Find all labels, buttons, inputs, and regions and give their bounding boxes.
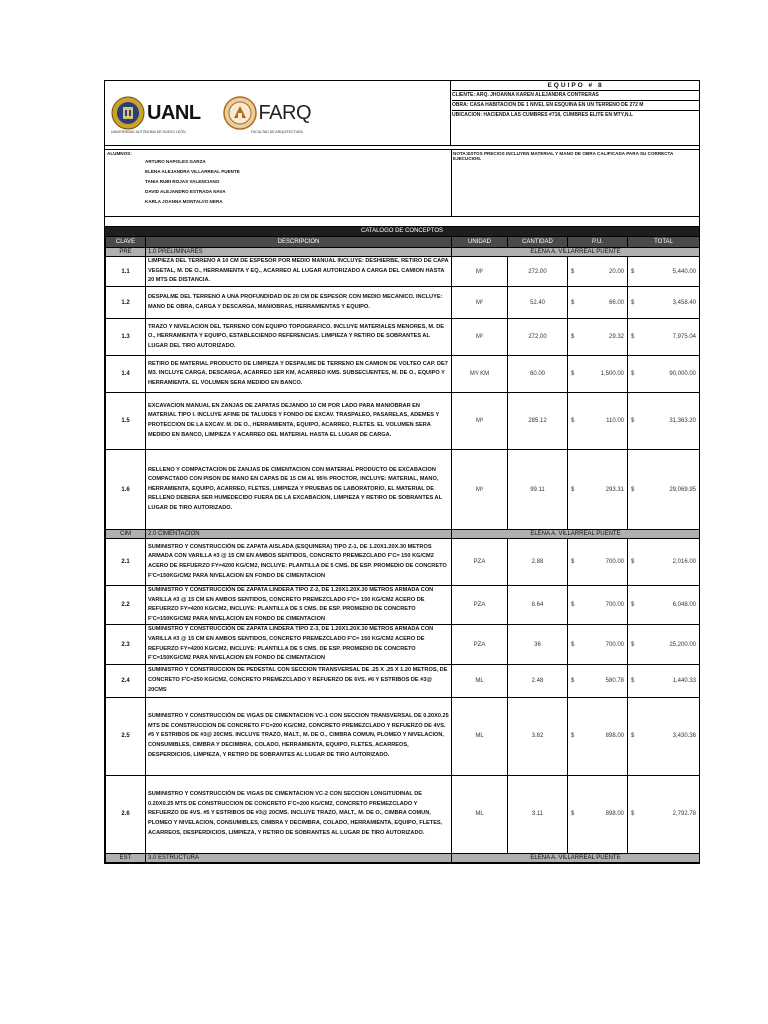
members-block: [105, 150, 699, 217]
row-total: 5,440.00: [640, 257, 700, 287]
row-quantity: 99.11: [508, 450, 568, 530]
row-description: RETIRO DE MATERIAL PRODUCTO DE LIMPIEZA Y DESPALME DE TERRENO EN CAMION DE VOLTEO CAP. DE7 M3. INCLUYE CARGA, DESCARGA, ACARREO 1ER KM, ACARREO KMS. SUBSECUENTES, M. DE O., EQUIPO Y HERRAMIENTA. EL VOLUMEN SERA MEDIDO EN BANCO.: [146, 356, 452, 393]
row-clave: 2.5: [106, 697, 146, 775]
row-description: SUMINISTRO Y CONSTRUCCIÓN DE ZAPATA LINDERA TIPO Z-2, DE 1.20X1.20X.30 METROS ARMADA CON VARILLA #3 @ 15 CM EN AMBOS SENTIDOS, CONCRETO PREMEZCLADO F'C= 150 KG/CM2 ACERO DE REFUERZO FY=4200 KG/CM2, INCLUYE: PLANTILLA DE 5 CMS. DE ESP. PROMEDIO DE CONCRETO F'C=150KG/CM2 PARA NIVELACION EN FONDO DE CIMENTACION: [146, 586, 452, 625]
row-quantity: 3.11: [508, 775, 568, 853]
project-info: [451, 81, 699, 145]
uanl-logo-subtitle: UNIVERSIDAD AUTÓNOMA DE NUEVO LEÓN: [111, 130, 186, 134]
table-row: [106, 450, 700, 530]
row-unit-price: 293.31: [580, 450, 628, 530]
logos-area: [105, 81, 451, 145]
row-unit-price: 700.00: [580, 539, 628, 586]
row-total: 1,440.33: [640, 664, 700, 697]
row-clave: 2.3: [106, 625, 146, 664]
work-line: OBRA: CASA HABITACION DE 1 NIVEL EN ESQUINA EN UN TERRENO DE 272 M: [452, 101, 699, 111]
uanl-seal-icon: [111, 96, 145, 130]
client-line: CLIENTE: ARQ. JHOANNA KAREN ALEJANDRA CONTRERAS: [452, 91, 699, 101]
row-total-currency: $: [628, 625, 640, 664]
row-total: 6,048.00: [640, 586, 700, 625]
table-row: [106, 625, 700, 664]
budget-sheet: [104, 80, 700, 864]
uanl-logo-text: UANL: [147, 101, 201, 124]
row-unit-price: 898.00: [580, 697, 628, 775]
row-unit-price: 700.00: [580, 625, 628, 664]
row-total: 3,458.40: [640, 287, 700, 319]
row-description: SUMINISTRO Y CONSTRUCCIÓN DE VIGAS DE CIMENTACION VC-1 CON SECCION TRANSVERSAL DE 0.20X0.25 MTS DE CONSTRUCCION DE CONCRETO F'C=200 KG/CM2, CONCRETO PREMEZCLADO Y REFUERZO DE 4VS. #5 Y ESTRIBOS DE #3@ 20CMS. INCLUYE TRAZO, MALT., M. DE O., CIMBRA COMUN, PLOMEO Y NIVELACION, CONSUMIBLES, CIMBRA Y DECIMBRA, COLADO, HERRAMIENTA, EQUIPO, FLETES, ACARREOS, DESPERDICIOS, LIMPIEZA, Y RETIRO DE SOBRANTES AL LUGAR DE TIRO AUTORIZADO.: [146, 697, 452, 775]
row-total: 7,975.04: [640, 319, 700, 356]
row-pu-currency: $: [568, 586, 580, 625]
row-description: RELLENO Y COMPACTACION DE ZANJAS DE CIMENTACION CON MATERIAL PRODUCTO DE EXCABACION COMPACTADO CON PISON DE MANO EN CAPAS DE 15 CM AL 95% PROCTOR, INCLUYE: MATERIAL, MANO, HERRAMIENTA, EQUIPO, ACARREO, FLETES, LIMPIEZA Y PRUEBAS DE LABORATORIO, EL MATERIAL DE RELLENO DEBERA SER HUMEDECIDO FUERA DE LA EXCABACION, LIMPIEZA Y RETIRO DE SOBRANTES AL LUGAR DE TIRO AUTORIZADO.: [146, 450, 452, 530]
farq-seal-icon: [223, 96, 257, 130]
table-body: [106, 248, 700, 863]
member-name: ARTURO NAPOLES GARZA: [145, 159, 206, 164]
row-unit-price: 1,500.00: [580, 356, 628, 393]
section-name: 1.0 PRELIMINARES: [146, 248, 452, 257]
table-row: [106, 586, 700, 625]
farq-logo-subtitle: FACULTAD DE ARQUITECTURA: [251, 130, 303, 134]
row-quantity: 272.00: [508, 257, 568, 287]
row-description: SUMINISTRO Y CONSTRUCCION DE PEDESTAL CON SECCION TRANSVERSAL DE .25 X .25 X 1.20 METROS, DE CONCRETO F'C=250 KG/CM2, CONCRETO PREMEZCLADO Y REFUERZO DE 6VS. #6 Y ESTRIBOS DE #3@ 20CMS: [146, 664, 452, 697]
row-total: 2,016.00: [640, 539, 700, 586]
section-name: 3.0 ESTRUCTURA: [146, 853, 452, 862]
member-name: TANIA RUBI ROJAS VALENCIANO: [145, 179, 220, 184]
row-total-currency: $: [628, 287, 640, 319]
header-cantidad: CANTIDAD: [508, 237, 568, 248]
row-quantity: 272.00: [508, 319, 568, 356]
sheet-header: [105, 81, 699, 146]
row-unit-price: 700.00: [580, 586, 628, 625]
row-pu-currency: $: [568, 664, 580, 697]
row-unit: M²: [452, 287, 508, 319]
row-unit: M³/ KM: [452, 356, 508, 393]
team-title: EQUIPO # 8: [452, 81, 699, 91]
row-total-currency: $: [628, 697, 640, 775]
members-label: ALUMNOS:: [107, 151, 132, 156]
row-quantity: 285.12: [508, 393, 568, 450]
members-list: [145, 157, 240, 207]
table-row: [106, 539, 700, 586]
member-name: DAVID ALEJANDRO ESTRADA NAVA: [145, 189, 226, 194]
row-pu-currency: $: [568, 539, 580, 586]
header-total: TOTAL: [628, 237, 700, 248]
row-total: 3,430.36: [640, 697, 700, 775]
row-clave: 2.6: [106, 775, 146, 853]
uanl-logo: [111, 96, 201, 130]
row-unit-price: 20.00: [580, 257, 628, 287]
row-quantity: 52.40: [508, 287, 568, 319]
table-row: [106, 257, 700, 287]
row-unit-price: 580.78: [580, 664, 628, 697]
row-total: 31,363.20: [640, 393, 700, 450]
prices-note: NOTA:ESTOS PRECIOS INCLUYEN MATERIAL Y MANO DE OBRA CALIFICADA PARA SU CORRECTA EJECUCION.: [453, 151, 674, 161]
location-line: UBICACION: HACIENDA LAS CUMBRES #718, CUMBRES ELITE EN MTY,N.L: [452, 111, 633, 118]
section-name: 2.0 CIMENTACION: [146, 530, 452, 539]
row-unit: ML: [452, 664, 508, 697]
row-total-currency: $: [628, 664, 640, 697]
row-total-currency: $: [628, 539, 640, 586]
row-total-currency: $: [628, 775, 640, 853]
row-clave: 1.6: [106, 450, 146, 530]
row-pu-currency: $: [568, 257, 580, 287]
section-responsible: ELENA A. VILLARREAL PUENTE: [452, 248, 700, 257]
row-pu-currency: $: [568, 775, 580, 853]
row-description: SUMINISTRO Y CONSTRUCCIÓN DE ZAPATA AISLADA (ESQUINERA) TIPO Z-1, DE 1.20X1.20X.30 METROS ARMADA CON VARILLA #3 @ 15 CM EN AMBOS SENTIDOS, CONCRETO PREMEZCLADO F'C= 150 KG/CM2 ACERO DE REFUERZO FY=4200 KG/CM2, INCLUYE: PLANTILLA DE 5 CMS. DE ESP. PROMEDIO DE CONCRETO F'C=150KG/CM2 PARA NIVELACION EN FONDO DE CIMENTACION: [146, 539, 452, 586]
row-unit-price: 898.00: [580, 775, 628, 853]
section-responsible: ELENA A. VILLARREAL PUENTE: [452, 853, 700, 862]
row-quantity: 3.82: [508, 697, 568, 775]
row-clave: 2.4: [106, 664, 146, 697]
row-total-currency: $: [628, 356, 640, 393]
row-total: 25,200.00: [640, 625, 700, 664]
row-unit: M²: [452, 319, 508, 356]
row-unit-price: 110.00: [580, 393, 628, 450]
row-total-currency: $: [628, 586, 640, 625]
row-clave: 2.2: [106, 586, 146, 625]
row-description: TRAZO Y NIVELACION DEL TERRENO CON EQUIPO TOPOGRAFICO. INCLUYE MATERIALES MENORES, M. DE O., HERRAMIENTA Y EQUIPO, ESTABLECIENDO REFERENCIAS. LIMPIEZA Y RETIRO DE SOBRANTES AL LUGAR DEL TIRO AUTORIZADO.: [146, 319, 452, 356]
farq-logo: [223, 96, 311, 130]
row-description: SUMINISTRO Y CONSTRUCCIÓN DE ZAPATA LINDERA TIPO Z-3, DE 1.20X1.20X.30 METROS ARMADA CON VARILLA #3 @ 15 CM EN AMBOS SENTIDOS, CONCRETO PREMEZCLADO F'C= 150 KG/CM2 ACERO DE REFUERZO FY=4200 KG/CM2, INCLUYE: PLANTILLA DE 5 CMS. DE ESP. PROMEDIO DE CONCRETO F'C=150KG/CM2 PARA NIVELACION EN FONDO DE CIMENTACION: [146, 625, 452, 664]
table-row: [106, 664, 700, 697]
members-left: [105, 150, 452, 216]
row-description: DESPALME DEL TERRENO A UNA PROFUNDIDAD DE 20 CM DE ESPESOR CON MEDIO MECANICO. INCLUYE: MANO DE OBRA, CARGA Y DESCARGA, MANIOBRAS, HERRAMIENTAS Y EQUIPO.: [146, 287, 452, 319]
row-total-currency: $: [628, 393, 640, 450]
concepts-table: [105, 236, 700, 863]
member-name: ELENA ALEJANDRA VILLARREAL PUENTE: [145, 169, 240, 174]
row-clave: 1.2: [106, 287, 146, 319]
row-description: SUMINISTRO Y CONSTRUCCIÓN DE VIGAS DE CIMENTACION VC-2 CON SECCION LONGITUDINAL DE 0.20X0.25 MTS DE CONSTRUCCION DE CONCRETO F'C=200 KG/CM2, CONCRETO PREMEZCLADO Y REFUERZO DE 4VS. #5 Y ESTRIBOS DE #3@ 20CMS. INCLUYE TRAZO, MALT., M. DE O., CIMBRA COMUN, PLOMEO Y NIVELACION, CONSUMIBLES, CIMBRA Y DECIMBRA, COLADO, HERRAMIENTA, EQUIPO, FLETES, ACARREOS, DESPERDICIOS, LIMPIEZA, Y RETIRO DE SOBRANTES AL LUGAR DE TIRO AUTORIZADO.: [146, 775, 452, 853]
section-row: [106, 248, 700, 257]
row-clave: 2.1: [106, 539, 146, 586]
row-description: LIMPIEZA DEL TERRENO A 10 CM DE ESPESOR POR MEDIO MANUAL INCLUYE: DESHIERBE, RETIRO DE CAPA VEGETAL, M. DE O., HERRAMIENTA Y EQ., ACARREO AL LUGAR AUTORIZADO A CARGA DEL CAMION HASTA 20 MTS DE DISTANCIA.: [146, 257, 452, 287]
row-unit: PZA: [452, 625, 508, 664]
row-quantity: 36: [508, 625, 568, 664]
row-clave: 1.5: [106, 393, 146, 450]
row-pu-currency: $: [568, 319, 580, 356]
row-clave: 1.3: [106, 319, 146, 356]
row-unit-price: 29.32: [580, 319, 628, 356]
row-pu-currency: $: [568, 393, 580, 450]
section-row: [106, 853, 700, 862]
row-clave: 1.1: [106, 257, 146, 287]
row-unit: M²: [452, 257, 508, 287]
row-unit-price: 66.00: [580, 287, 628, 319]
row-quantity: 60.00: [508, 356, 568, 393]
section-responsible: ELENA A. VILLARREAL PUENTE: [452, 530, 700, 539]
row-clave: 1.4: [106, 356, 146, 393]
table-header-row: [106, 237, 700, 248]
row-quantity: 8.64: [508, 586, 568, 625]
row-pu-currency: $: [568, 287, 580, 319]
table-row: [106, 393, 700, 450]
row-total: 29,069.95: [640, 450, 700, 530]
row-quantity: 2.88: [508, 539, 568, 586]
row-unit: ML: [452, 775, 508, 853]
section-code: CIM: [106, 530, 146, 539]
row-total-currency: $: [628, 257, 640, 287]
row-total: 2,792.78: [640, 775, 700, 853]
table-row: [106, 287, 700, 319]
section-row: [106, 530, 700, 539]
member-name: KARLA JOANNA MONTALVO NERA: [145, 199, 223, 204]
section-code: EST: [106, 853, 146, 862]
header-clave: CLAVE: [106, 237, 146, 248]
row-description: EXCAVACION MANUAL EN ZANJAS DE ZAPATAS DEJANDO 10 CM POR LADO PARA MANIOBRAR EN MATERIAL TIPO I. INCLUYE AFINE DE TALUDES Y FONDO DE EXCAV. TRASPALEO, PASARELAS, ADEMES Y PROTECCION DE LA EXCAV. M. DE O., HERRAMIENTA, EQUIPO, ACARREO, FLETES. EL VOLUMEN SERA MEDIDO EN BANCO, LIMPIEZA Y ACARREO DEL MATERIAL HASTA EL LUGAR DE CARGA.: [146, 393, 452, 450]
row-total-currency: $: [628, 319, 640, 356]
header-pu: P.U.: [568, 237, 628, 248]
table-row: [106, 697, 700, 775]
table-row: [106, 356, 700, 393]
row-unit: ML: [452, 697, 508, 775]
table-row: [106, 319, 700, 356]
row-total-currency: $: [628, 450, 640, 530]
header-descripcion: DESCRIPCION: [146, 237, 452, 248]
row-unit: PZA: [452, 539, 508, 586]
row-quantity: 2.48: [508, 664, 568, 697]
row-pu-currency: $: [568, 697, 580, 775]
row-total: 90,000.00: [640, 356, 700, 393]
row-pu-currency: $: [568, 625, 580, 664]
row-unit: PZA: [452, 586, 508, 625]
catalog-title: CATALOGO DE CONCEPTOS: [105, 227, 699, 236]
section-code: PRE: [106, 248, 146, 257]
header-unidad: UNIDAD: [452, 237, 508, 248]
farq-logo-text: FARQ: [258, 101, 311, 124]
row-unit: M³: [452, 450, 508, 530]
row-pu-currency: $: [568, 450, 580, 530]
row-pu-currency: $: [568, 356, 580, 393]
table-row: [106, 775, 700, 853]
row-unit: M³: [452, 393, 508, 450]
gap-row: [105, 217, 699, 227]
